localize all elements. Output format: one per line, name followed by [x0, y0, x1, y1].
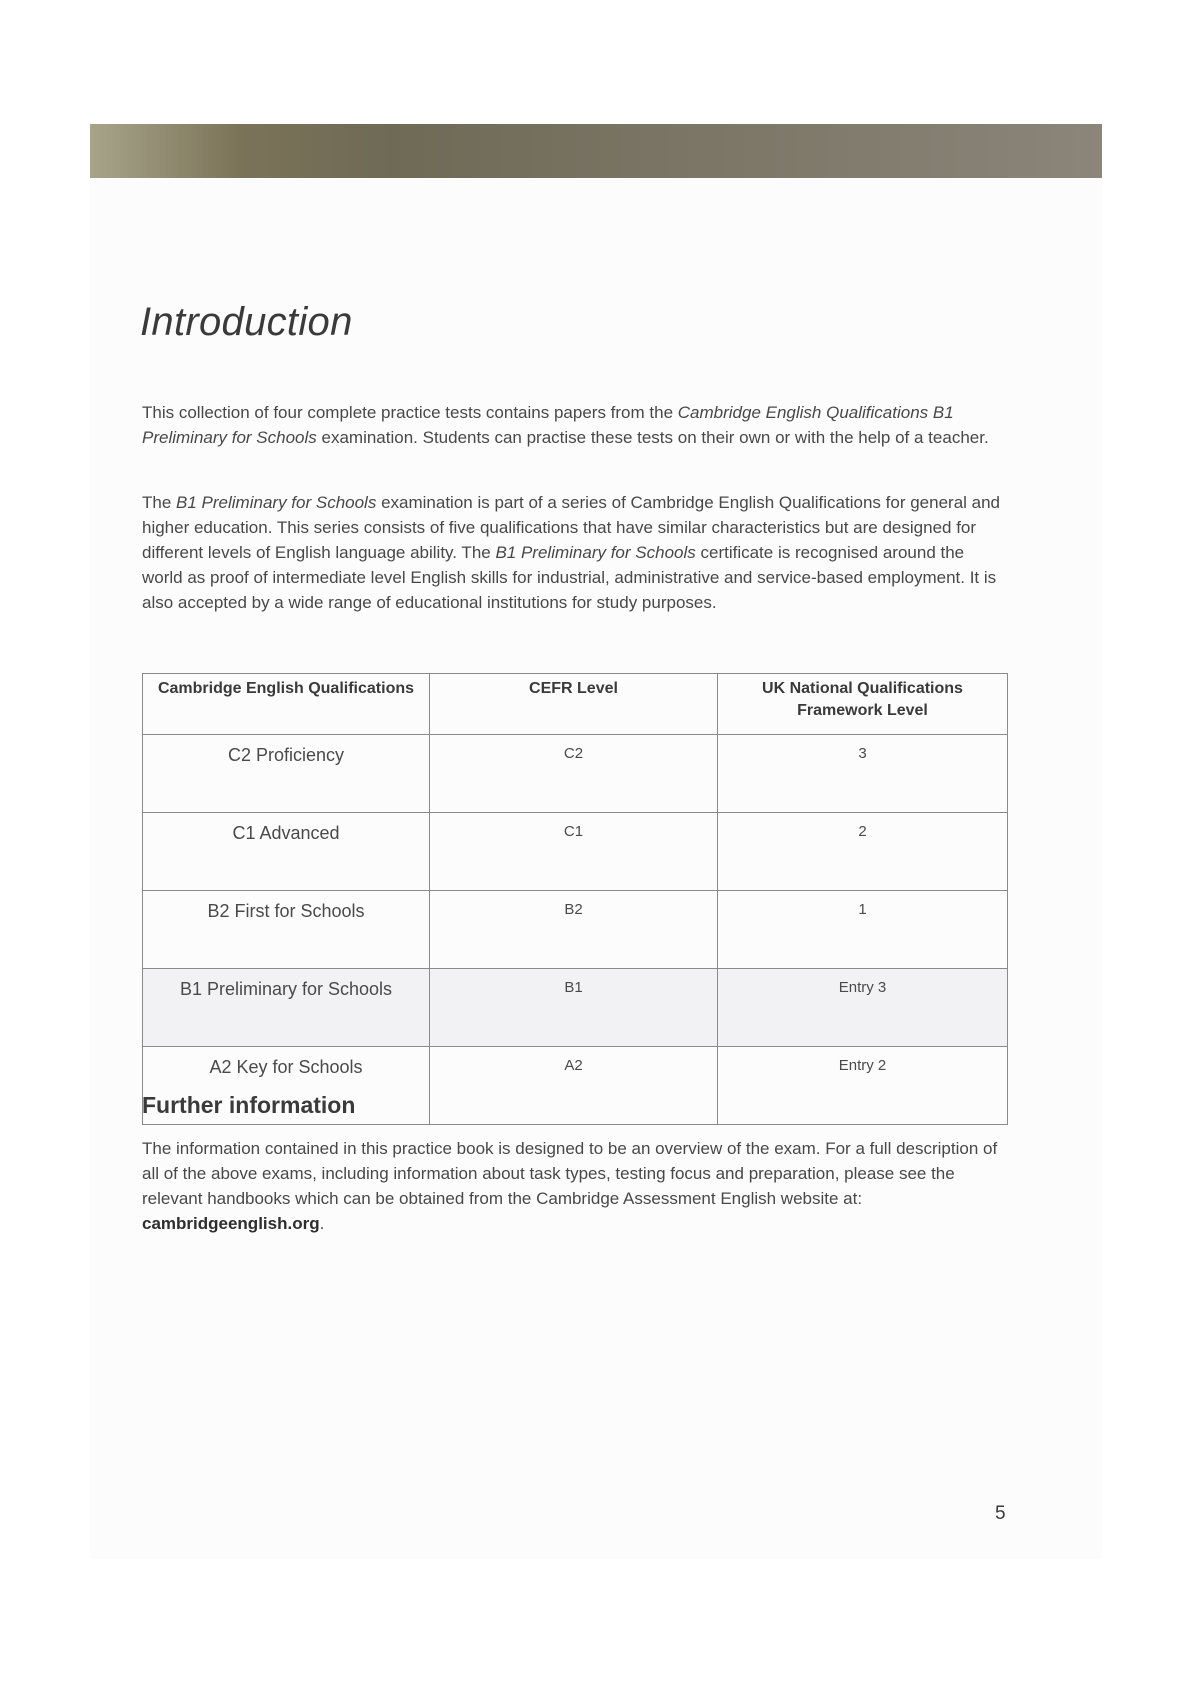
- qualification-cell: C1 Advanced: [143, 813, 430, 891]
- cefr-cell: A2: [430, 1047, 718, 1125]
- cefr-cell: B2: [430, 891, 718, 969]
- further-information-heading: Further information: [142, 1092, 356, 1118]
- intro-paragraph-2: [142, 490, 1008, 615]
- qualification-cell: A2 Key for Schools: [143, 1047, 430, 1125]
- further-tail: .: [319, 1214, 325, 1233]
- cefr-cell: C1: [430, 813, 718, 891]
- qualification-cell: C2 Proficiency: [143, 735, 430, 813]
- uk-level-cell: Entry 2: [718, 1047, 1008, 1125]
- table-row: [143, 891, 1008, 969]
- intro-paragraph-1: [142, 400, 1008, 450]
- table-row: [143, 969, 1008, 1047]
- cefr-cell: C2: [430, 735, 718, 813]
- intro.p2-segment: examination is part of a series of Cambridge English Qualifications for general and higher education. This series consists of five qualifications that have similar characteristics but are designed for different levels of English language ability. The: [142, 493, 1001, 562]
- intro.p1-segment: This collection of four complete practice tests contains papers from the: [142, 403, 678, 422]
- intro.p2-segment: certificate is recognised around the world as proof of intermediate level English skills for industrial, administrative and service-based employment. It is also accepted by a wide range of educational institutions for study purposes.: [142, 543, 997, 612]
- page-title: Introduction: [140, 300, 353, 344]
- header-band: [90, 124, 1102, 178]
- header-cefr: CEFR Level: [430, 674, 718, 735]
- intro.p2-segment: B1 Preliminary for Schools: [176, 493, 377, 512]
- cefr-cell: B1: [430, 969, 718, 1047]
- uk-level-cell: 1: [718, 891, 1008, 969]
- table-row: [143, 813, 1008, 891]
- uk-level-cell: Entry 3: [718, 969, 1008, 1047]
- qualifications-table: [142, 673, 1008, 1125]
- table-row: [143, 735, 1008, 813]
- further-information-paragraph: [142, 1136, 1008, 1236]
- qualification-cell: B2 First for Schools: [143, 891, 430, 969]
- intro.p1-segment: Cambridge English Qualifications B1 Preliminary for Schools: [142, 403, 954, 447]
- website-link[interactable]: cambridgeenglish.org: [142, 1214, 320, 1233]
- uk-level-cell: 3: [718, 735, 1008, 813]
- intro.p2-segment: B1 Preliminary for Schools: [495, 543, 696, 562]
- page-number: 5: [995, 1503, 1006, 1524]
- intro.p1-segment: examination. Students can practise these tests on their own or with the help of a teacher.: [316, 428, 989, 447]
- qualification-cell: B1 Preliminary for Schools: [143, 969, 430, 1047]
- header-qualification: Cambridge English Qualifications: [143, 674, 430, 735]
- uk-level-cell: 2: [718, 813, 1008, 891]
- header-uk-nqf: UK National Qualifications Framework Level: [718, 674, 1008, 735]
- intro.p2-segment: The: [142, 493, 177, 512]
- table-header-row: [143, 674, 1008, 735]
- further-text: The information contained in this practice book is designed to be an overview of the exam. For a full description of all of the above exams, including information about task types, testing focus and preparation, please see the relevant handbooks which can be obtained from the Cambridge Assessment English website at:: [142, 1139, 998, 1208]
